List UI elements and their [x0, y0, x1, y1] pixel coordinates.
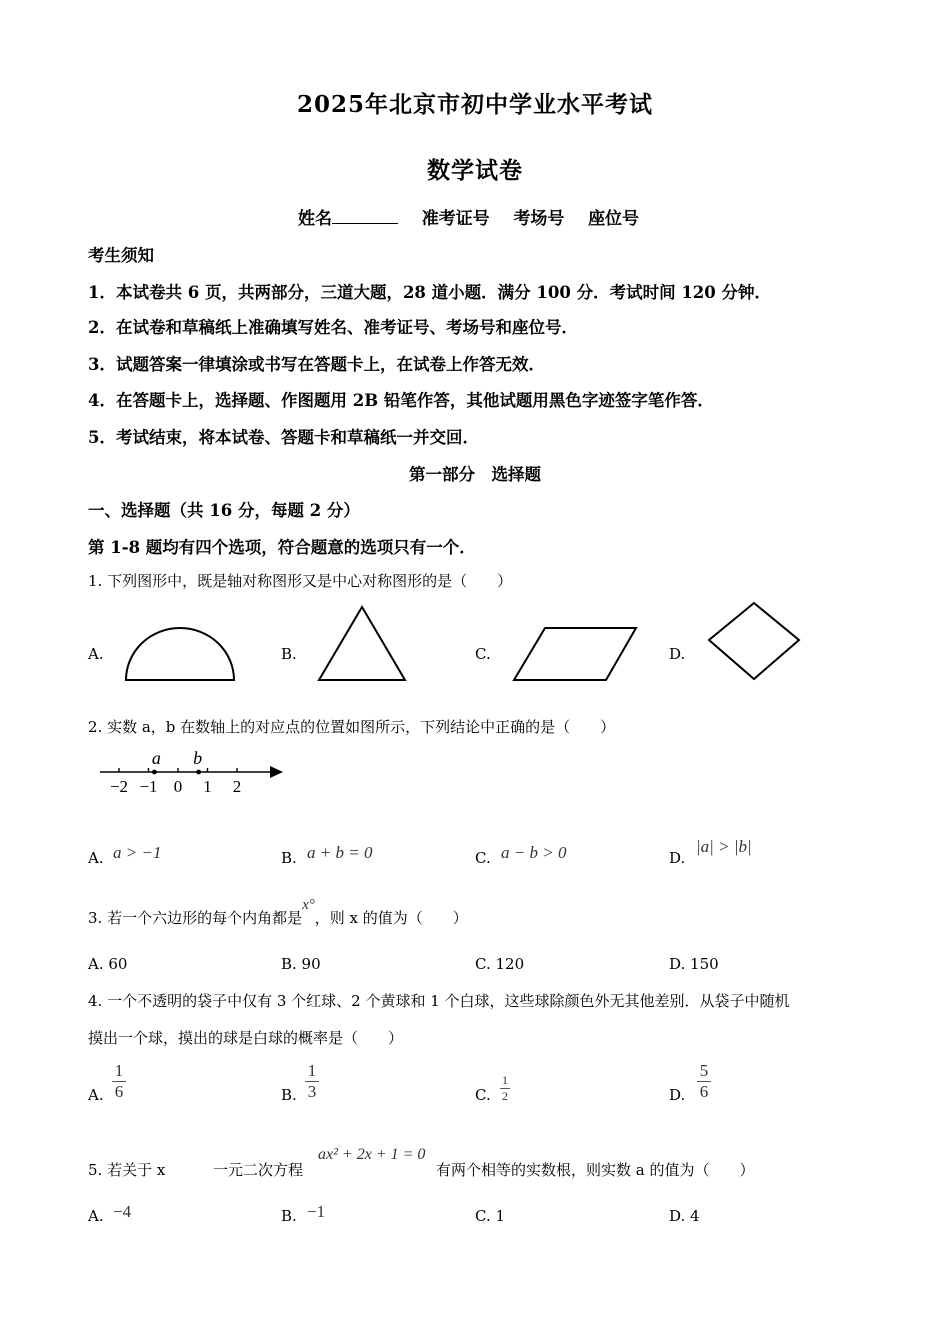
- q1-option-c-label[interactable]: C.: [475, 645, 491, 663]
- q4-option-d-label[interactable]: D.: [669, 1086, 686, 1104]
- q4-stem-line1: 4. 一个不透明的袋子中仅有 3 个红球、2 个黄球和 1 个白球，这些球除颜色外无其他差别．从袋子中随机: [88, 992, 790, 1010]
- q5-equation: ax² + 2x + 1 = 0: [318, 1146, 426, 1163]
- q4-option-b-label[interactable]: B.: [281, 1086, 297, 1104]
- fraction-denominator: 6: [699, 1082, 709, 1101]
- q3-option-c[interactable]: C. 120: [475, 955, 525, 973]
- name-label: 姓名: [298, 209, 332, 229]
- q4-option-c-label[interactable]: C.: [475, 1086, 491, 1104]
- q1-option-a-label[interactable]: A.: [88, 645, 104, 663]
- q2-option-d-label[interactable]: D.: [669, 849, 686, 867]
- q3-stem-post: ，则 x 的值为（ ）: [314, 909, 468, 927]
- point-b-dot: [196, 770, 201, 775]
- q2-option-a-math: a > −1: [113, 843, 162, 862]
- fraction-numerator: 1: [114, 1061, 124, 1080]
- paper-subtitle: 数学试卷: [427, 157, 523, 184]
- point-a-label: a: [151, 748, 161, 768]
- q1-option-b-label[interactable]: B.: [281, 645, 297, 663]
- q4-stem-line2: 摸出一个球，摸出的球是白球的概率是（ ）: [88, 1029, 404, 1047]
- q3-option-a[interactable]: A. 60: [88, 955, 128, 973]
- q4-option-d-fraction: [697, 1061, 711, 1102]
- q2-option-c-label[interactable]: C.: [475, 849, 491, 867]
- section-title: 一、选择题（共 16 分，每题 2 分）: [88, 501, 360, 520]
- q5-option-b-math: −1: [307, 1202, 326, 1221]
- q5-stem-pre: 5. 若关于 x: [88, 1161, 166, 1179]
- room-label: 考场号: [513, 209, 565, 229]
- q3-stem: [88, 897, 468, 928]
- number-line-tick-label: 1: [203, 777, 212, 796]
- seat-label: 座位号: [588, 209, 640, 229]
- q1-option-d-label[interactable]: D.: [669, 645, 686, 663]
- notice-item: 1．本试卷共 6 页，共两部分，三道大题，28 道小题．满分 100 分．考试时间 120 分钟．: [88, 283, 772, 302]
- q3-option-b[interactable]: B. 90: [281, 955, 321, 973]
- fraction-numerator: 1: [307, 1061, 317, 1080]
- section-note: 第 1-8 题均有四个选项，符合题意的选项只有一个．: [88, 538, 476, 557]
- q5-option-d[interactable]: D. 4: [669, 1207, 700, 1225]
- notice-item: 3．试题答案一律填涂或书写在答题卡上，在试卷上作答无效．: [88, 355, 545, 374]
- exam-id-label: 准考证号: [421, 209, 490, 229]
- q2-stem: 2. 实数 a，b 在数轴上的对应点的位置如图所示，下列结论中正确的是（ ）: [88, 718, 616, 736]
- notice-item: 4．在答题卡上，选择题、作图题用 2B 铅笔作答，其他试题用黑色字迹签字笔作答．: [88, 391, 714, 410]
- q3-stem-math: x°: [302, 897, 315, 913]
- q4-option-a-fraction: [112, 1061, 126, 1102]
- q2-option-b-math: a + b = 0: [307, 843, 373, 862]
- fraction-denominator: 3: [307, 1082, 317, 1101]
- q4-option-c-fraction: [500, 1073, 510, 1104]
- notice-item: 2．在试卷和草稿纸上准确填写姓名、准考证号、考场号和座位号．: [88, 318, 578, 337]
- part-title: 第一部分 选择题: [409, 465, 541, 484]
- number-line-tick-label: 0: [173, 777, 183, 796]
- number-line-arrow: [270, 766, 283, 778]
- notice-heading: 考生须知: [88, 246, 154, 265]
- q5-stem-post: 有两个相等的实数根，则实数 a 的值为（ ）: [436, 1161, 755, 1179]
- q5-stem-mid: 一元二次方程: [213, 1161, 304, 1179]
- fraction-denominator: 6: [114, 1082, 124, 1101]
- q2-option-b-label[interactable]: B.: [281, 849, 297, 867]
- number-line-tick-label: −2: [109, 777, 129, 796]
- point-b-label: b: [193, 748, 203, 768]
- q5-option-a-label[interactable]: A.: [88, 1207, 104, 1225]
- number-line-tick-label: 2: [232, 777, 242, 796]
- exam-title: 2025年北京市初中学业水平考试: [296, 91, 653, 118]
- q5-option-b-label[interactable]: B.: [281, 1207, 297, 1225]
- q3-stem-pre: 3. 若一个六边形的每个内角都是: [88, 909, 303, 927]
- q2-option-c-math: a − b > 0: [501, 843, 567, 862]
- point-a-dot: [152, 770, 157, 775]
- fraction-denominator: 2: [502, 1089, 508, 1103]
- q5-option-c[interactable]: C. 1: [475, 1207, 506, 1225]
- q1-stem: 1. 下列图形中，既是轴对称图形又是中心对称图形的是（ ）: [88, 572, 513, 590]
- notice-item: 5．考试结束，将本试卷、答题卡和草稿纸一并交回．: [88, 428, 479, 447]
- fraction-numerator: 1: [502, 1073, 508, 1087]
- q5-option-a-math: −4: [113, 1202, 132, 1221]
- q2-option-a-label[interactable]: A.: [88, 849, 104, 867]
- fraction-numerator: 5: [699, 1061, 709, 1080]
- q2-option-d-math: |a| > |b|: [696, 837, 752, 856]
- number-line-tick-label: −1: [139, 777, 158, 796]
- q3-option-d[interactable]: D. 150: [669, 955, 719, 973]
- q4-option-a-label[interactable]: A.: [88, 1086, 104, 1104]
- q4-option-b-fraction: [305, 1061, 319, 1102]
